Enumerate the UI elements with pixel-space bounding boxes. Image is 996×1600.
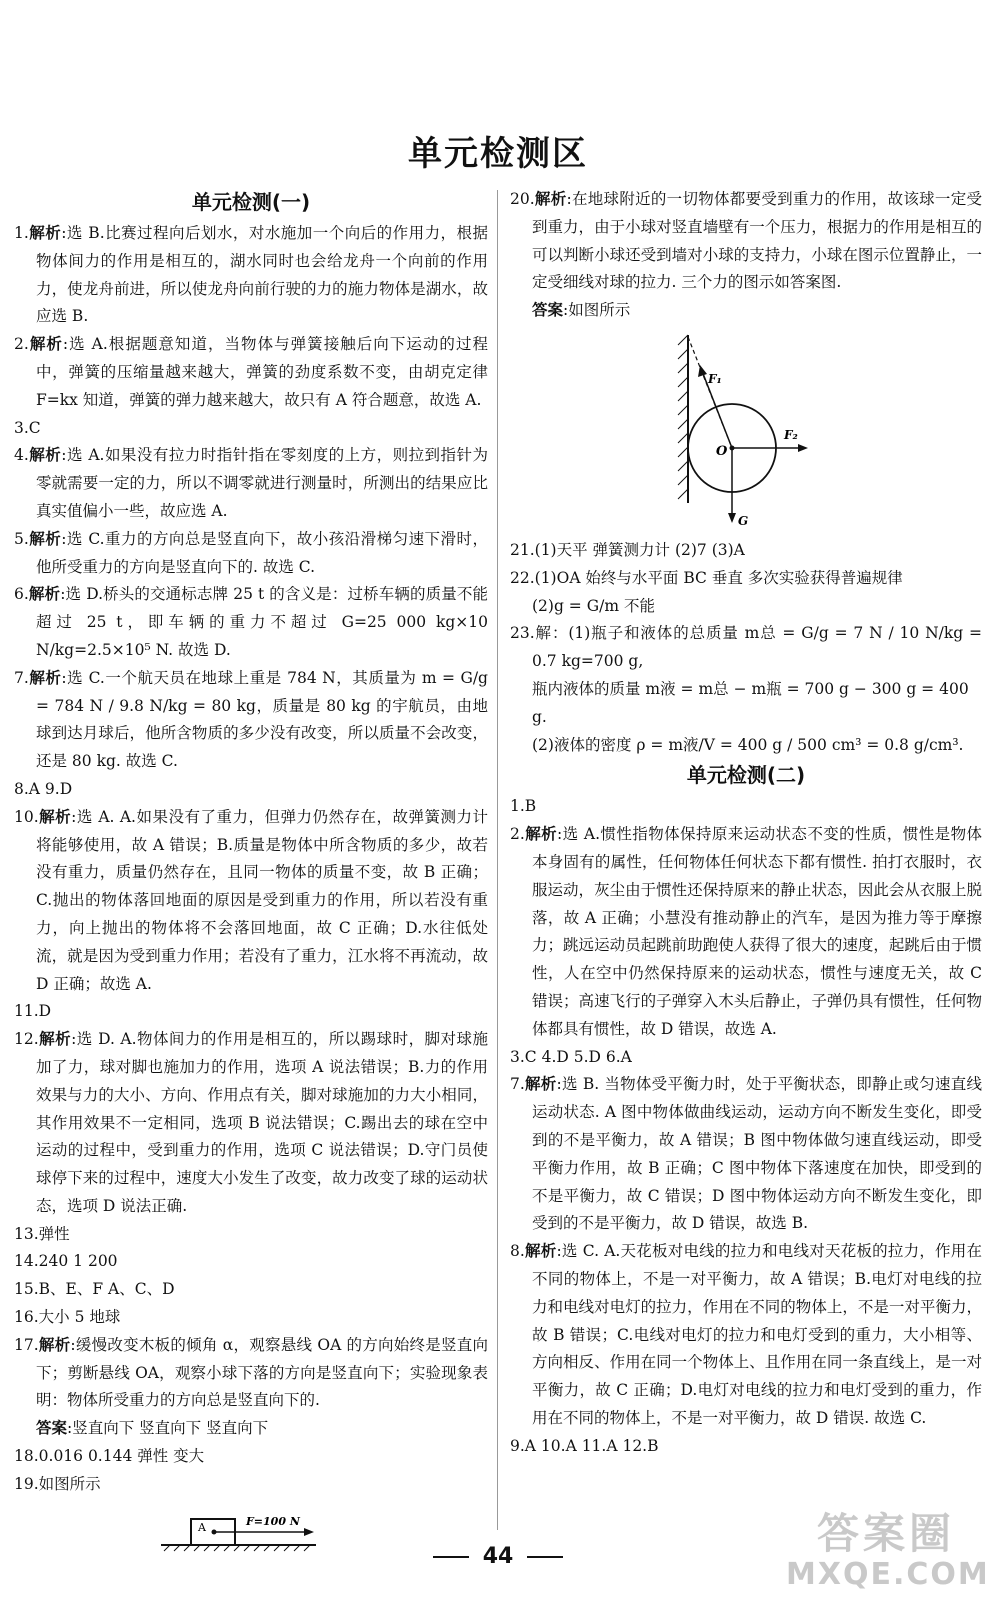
item-text: C 4.D 5.D 6.A <box>524 1047 632 1066</box>
item-number: 13. <box>14 1224 39 1243</box>
item-text: B、E、F A、C、D <box>38 1280 175 1299</box>
item-number: 9. <box>510 1436 525 1455</box>
item-text: 大小 5 地球 <box>38 1308 121 1327</box>
item-text: :选 A.如果没有拉力时指针指在零刻度的上方，则拉到指针为零就需要一定的力，所以不调零就进行测量时，所测出的结果应比真实值偏小一些，故应选 A. <box>36 446 488 520</box>
answer-23-part3: (2)液体的密度 ρ = m液/V = 400 g / 500 cm³ = 0.8 g/cm³. <box>532 735 964 754</box>
item-label: 解析 <box>524 1075 557 1094</box>
item-number: 15. <box>14 1280 39 1299</box>
answer-21: 21.(1)天平 弹簧测力计 (2)7 (3)A <box>510 540 745 559</box>
item-label: 解析 <box>524 825 558 844</box>
item-number: 16. <box>14 1308 39 1327</box>
answer-item <box>14 804 488 999</box>
answer-item <box>14 998 488 1026</box>
answer-item <box>510 1433 982 1461</box>
item-number: 3. <box>14 418 29 437</box>
item-text: D <box>38 1002 52 1021</box>
item-text: :选 A.根据题意知道，当物体与弹簧接触后向下运动的过程中，弹簧的压缩量越来越大，弹簧的劲度系数不变，由胡克定律 F=kx 知道，弹簧的弹力越来越大，故只有 A 符合题意，故选 A. <box>36 335 488 409</box>
item-number: 17. <box>14 1335 39 1354</box>
item-text: 弹性 <box>38 1224 70 1243</box>
answer-item <box>510 1071 982 1238</box>
answer-item <box>14 415 488 443</box>
page-number-text: 44 <box>482 1544 514 1569</box>
answer-item <box>14 581 488 664</box>
item-number: 2. <box>510 825 525 844</box>
left-answer-list <box>14 220 488 1415</box>
answer-item <box>14 442 488 525</box>
item-number: 6. <box>14 585 29 604</box>
answer-item <box>14 526 488 582</box>
item-label: 解析 <box>28 529 62 548</box>
item-label: 解析 <box>28 446 62 465</box>
item-text: :选 C.一个航天员在地球上重是 784 N，其质量为 m = G/g = 784 N / 9.8 N/kg = 80 kg，质量是 80 kg 的宇航员，由地球到达月球后，他所含物质的多少没有改变，所以质量不会改变，还是 80 kg. 故选 C. <box>36 668 488 771</box>
item-label: 解析 <box>38 1335 71 1354</box>
answer-23-part2: 瓶内液体的质量 m液 = m总 − m瓶 = 700 g − 300 g = 400 g. <box>532 679 969 726</box>
item-label: 解析 <box>28 224 62 242</box>
arrow-head <box>728 513 736 523</box>
answer-item <box>14 665 488 776</box>
item-label: 解析 <box>524 1242 557 1261</box>
item-text: B <box>524 797 537 816</box>
item-number: 8. <box>14 779 29 798</box>
item-text: A 10.A 11.A 12.B <box>524 1436 659 1455</box>
item-text: :选 C.重力的方向总是竖直向下，故小孩沿滑梯匀速下滑时，他所受重力的方向是竖直向下的. 故选 C. <box>36 529 488 576</box>
item-number: 3. <box>510 1047 525 1066</box>
page-title: 单元检测区 <box>408 134 588 174</box>
answer-20 <box>510 186 982 297</box>
item-text: :缓慢改变木板的倾角 α，观察悬线 OA 的方向始终是竖直向下；剪断悬线 OA，观察小球下落的方向是竖直向下；实验现象表明：物体所受重力的方向总是竖直向下的. <box>36 1335 488 1410</box>
answer-item <box>14 1332 488 1415</box>
item-number: 7. <box>14 668 29 687</box>
answer-item <box>510 1044 982 1072</box>
answer-item <box>14 1248 488 1276</box>
block-label: A <box>198 1520 206 1534</box>
arrow-head <box>798 444 808 452</box>
item-text: :选 A.惯性指物体保持原来运动状态不变的性质，惯性是物体本身固有的属性，任何物体任何状态下都有惯性. 拍打衣服时，衣服运动，灰尘由于惯性还保持原来的静止状态，因此会从衣服上脱落，故 A 正确；小慧没有推动静止的汽车，是因为推力等于摩擦力；跳远运动员起跳前助跑使人获得了很大的速度，起跳后由于惯性，人在空中仍然保持原来的运动状态，惯性与速度无关，故 C 错误；高速飞行的子弹穿入木头后静止，子弹仍具有惯性，任何物体都具有惯性，故 D 错误，故选 A. <box>532 825 982 1038</box>
item-number: 12. <box>14 1030 39 1049</box>
item-text: 240 1 200 <box>38 1252 118 1271</box>
item-label: 解析 <box>534 190 567 208</box>
item-number: 1. <box>510 797 525 816</box>
item-number: 4. <box>14 446 29 465</box>
watermark-url: MXQE.COM <box>786 1557 990 1592</box>
answer-item <box>510 1238 982 1433</box>
item-text: :选 C. A.天花板对电线的拉力和电线对天花板的拉力，作用在不同的物体上，不是一对平衡力，故 A 错误；B.电灯对电线的拉力和电线对电灯的拉力，作用在不同的物体上，不是一对平衡力，故 B 错误；C.电线对电灯的拉力和电灯受到的重力，大小相等、方向相反、作用在同一个物体上、且作用在同一条直线上，是一对平衡力，故 C 正确；D.电灯对电线的拉力和电灯受到的重力，作用在不同的物体上，不是一对平衡力，故 D 错误. 故选 C. <box>532 1242 982 1427</box>
answer-label: 答案 <box>36 1419 68 1438</box>
answer-item <box>14 1026 488 1221</box>
answer-22-part2: (2)g = G/m 不能 <box>532 596 655 615</box>
item-label: 解析 <box>28 585 61 604</box>
item-text: :选 B.比赛过程向后划水，对水施加一个向后的作用力，根据物体间力的作用是相互的，湖水同时也会给龙舟一个向前的作用力，使龙舟前进，所以使龙舟向前行驶的力的施力物体是湖水，故应选 B. <box>36 224 488 326</box>
right-answer-list <box>510 793 982 1460</box>
answer-label: 答案 <box>532 301 564 320</box>
item-number: 7. <box>510 1075 525 1094</box>
g-label: G <box>738 513 749 528</box>
answer-23-part1: 23.解：(1)瓶子和液体的总质量 m总 = G/g = 7 N / 10 N/kg = 0.7 kg=700 g, <box>510 624 982 671</box>
answer-item <box>510 793 982 821</box>
section-title-unit1: 单元检测(一) <box>191 190 311 214</box>
item-number: 1. <box>14 224 29 242</box>
item-label: 解析 <box>38 807 72 826</box>
item-text: :选 A. A.如果没有了重力，但弹力仍然存在，故弹簧测力计将能够使用，故 A 错误；B.质量是物体中所含物质的多少，故若没有重力，质量仍然存在，且同一物体的质量不变，故 B 正确；C.抛出的物体落回地面的原因是受到重力的作用，所以若没有重力，向上抛出的物体将不会落回地面，故 C 正确；D.水往低处流，就是因为受到重力作用；若没有了重力，江水将不再流动，故 D 正确；故选 A. <box>36 807 488 993</box>
item-number: 2. <box>14 335 29 354</box>
item-number: 20. <box>510 190 535 208</box>
item-text: :在地球附近的一切物体都要受到重力的作用，故该球一定受到重力，由于小球对竖直墙壁有一个压力，根据力的作用是相互的可以判断小球还受到墙对小球的支持力，小球在图示位置静止，一定受细线对球的拉力. 三个力的图示如答案图. <box>532 190 982 292</box>
answer-20-result <box>510 297 982 325</box>
figure-20-ball-on-wall <box>676 331 816 531</box>
answer-19: 19.如图所示 <box>14 1474 101 1493</box>
arrow-head <box>304 1528 314 1536</box>
right-column <box>510 186 982 1460</box>
answer-text: :竖直向下 竖直向下 竖直向下 <box>67 1419 269 1438</box>
item-number: 14. <box>14 1252 39 1271</box>
answer-17 <box>14 1415 488 1443</box>
watermark-logo <box>786 1509 990 1592</box>
answer-item <box>14 220 488 331</box>
item-number: 5. <box>14 529 29 548</box>
o-label: O <box>716 443 728 459</box>
column-divider <box>497 190 498 1530</box>
section-title-unit2: 单元检测(二) <box>686 763 806 788</box>
force-label: F=100 N <box>246 1514 300 1528</box>
f1-label: F₁ <box>708 371 722 386</box>
answer-item <box>14 1304 488 1332</box>
answer-item <box>14 331 488 414</box>
f2-label: F₂ <box>784 427 798 442</box>
item-text: A 9.D <box>28 779 73 798</box>
item-text: :选 D. A.物体间力的作用是相互的，所以踢球时，脚对球施加了力，球对脚也施加力的作用，选项 A 说法错误；B.力的作用效果与力的大小、方向、作用点有关，脚对球施加的力大小相同，其作用效果不一定相同，选项 B 说法错误；C.踢出去的球在空中运动的过程中，受到重力的作用，选项 C 说法错误；D.守门员使球停下来的过程中，速度大小发生了改变，故力改变了球的运动状态，选项 D 说法正确. <box>36 1030 488 1215</box>
answer-22-part1: 22.(1)OA 始终与水平面 BC 垂直 多次实验获得普遍规律 <box>510 568 903 587</box>
item-number: 8. <box>510 1242 525 1261</box>
item-label: 解析 <box>38 1030 72 1049</box>
item-text: :选 B. 当物体受平衡力时，处于平衡状态，即静止或匀速直线运动状态. A 图中物体做曲线运动，运动方向不断发生变化，即受到的不是平衡力，故 A 错误；B 图中物体做匀速直线运动，即受平衡力作用，故 B 正确；C 图中物体下落速度在加快，即受到的不是平衡力，故 C 错误；D 图中物体运动方向不断发生变化，即受到的不是平衡力，故 D 错误，故选 B. <box>532 1075 982 1233</box>
answer-item <box>14 1221 488 1249</box>
answer-item <box>14 1276 488 1304</box>
item-text: C <box>28 418 41 437</box>
item-label: 解析 <box>28 335 63 354</box>
watermark-text: 答案圈 <box>816 1509 955 1558</box>
item-number: 10. <box>14 807 39 826</box>
answer-item <box>14 776 488 804</box>
item-number: 11. <box>14 1002 39 1021</box>
answer-18: 18.0.016 0.144 弹性 变大 <box>14 1447 205 1466</box>
left-column <box>14 186 488 1559</box>
item-text: :选 D.桥头的交通标志牌 25 t 的含义是：过桥车辆的质量不能超过 25 t，即车辆的重力不超过 G=25 000 kg×10 N/kg=2.5×10⁵ N. 故选 D. <box>36 585 488 659</box>
item-label: 解析 <box>28 668 62 687</box>
answer-item <box>510 821 982 1043</box>
answer-text: :如图所示 <box>563 301 631 320</box>
